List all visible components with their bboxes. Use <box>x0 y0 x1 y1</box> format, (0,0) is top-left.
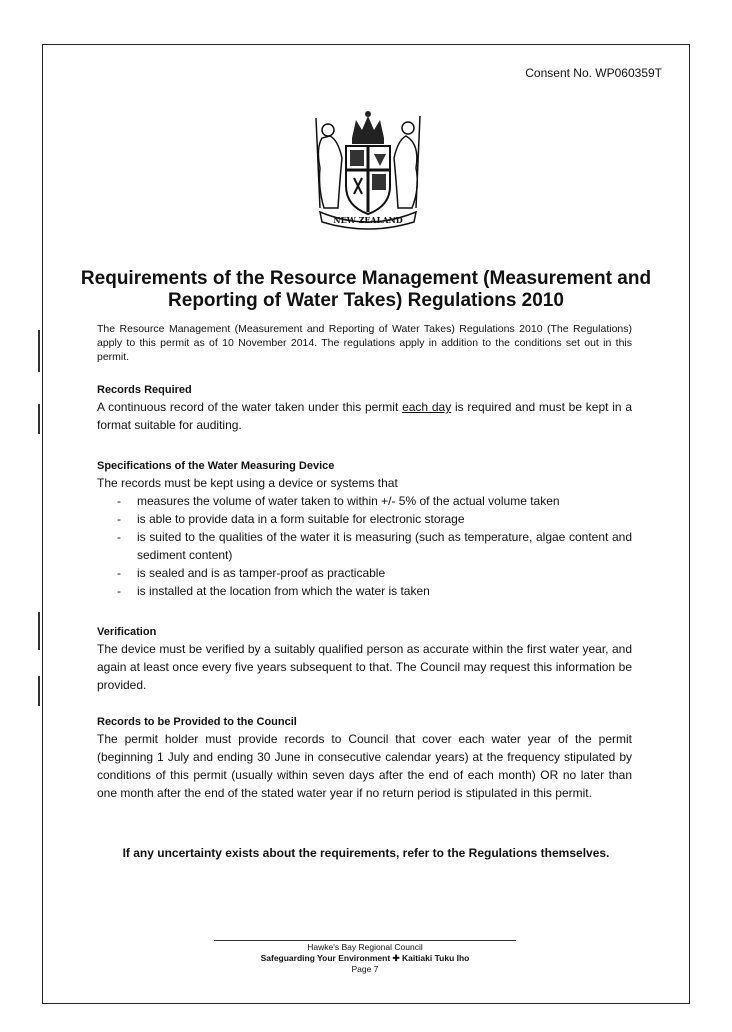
specifications-section <box>97 458 632 600</box>
title-line-2: Reporting of Water Takes) Regulations 2010 <box>168 290 564 311</box>
records-required-heading: Records Required <box>97 384 192 396</box>
closing-note: If any uncertainty exists about the requirements, refer to the Regulations themselves. <box>122 846 610 860</box>
consent-number: Consent No. WP060359T <box>525 66 662 80</box>
list-item: - is able to provide data in a form suitable for electronic storage <box>117 512 465 526</box>
records-provided-text: The permit holder must provide records to Council that cover each water year of the permit (beginning 1 July and ending 30 June in consecutive calendar years) at the frequency stipulated by conditions of this permit (usually within seven days after the end of each month) OR no later than one month after the end of the stated water year if no return period is stipulated in this permit. <box>97 732 632 800</box>
list-item: - is suited to the qualities of the water it is measuring (such as temperature, algae content and sediment content) <box>117 530 632 562</box>
scan-margin-mark <box>38 330 40 372</box>
records-required-text-end: is required and must be kept in a format suitable for auditing. <box>97 400 632 432</box>
scan-margin-mark <box>38 404 40 434</box>
list-item: - is sealed and is as tamper-proof as practicable <box>117 566 386 580</box>
title-line-1: Requirements of the Resource Management (Measurement and <box>80 268 652 289</box>
list-item-text: is suited to the qualities of the water it is measuring (such as temperature, algae content and sediment content) <box>137 530 632 562</box>
list-item-text: measures the volume of water taken to within +/- 5% of the actual volume taken <box>137 494 560 508</box>
scan-margin-mark <box>38 676 40 706</box>
intro-paragraph: The Resource Management (Measurement and Reporting of Water Takes) Regulations 2010 (The Regulations) apply to this permit as of 10 November 2014. The regulations apply in addition to the conditions set out in this permit. <box>97 323 632 363</box>
specifications-list <box>97 492 632 600</box>
verification-heading: Verification <box>97 626 157 638</box>
page-number: Page 7 <box>351 964 379 974</box>
page-footer <box>214 942 516 975</box>
page-title <box>70 268 662 312</box>
list-item-text: is sealed and is as tamper-proof as practicable <box>137 566 386 580</box>
list-item: - is installed at the location from which the water is taken <box>117 584 430 598</box>
records-provided-section <box>97 714 632 802</box>
verification-text: The device must be verified by a suitably qualified person as accurate within the first water year, and again at least once every five years subsequent to that. The Council may request this information be provided. <box>97 642 632 692</box>
crest-motto: NEW ZEALAND <box>333 215 403 225</box>
footer-divider <box>214 940 516 941</box>
each-day-emphasis: each day <box>402 400 452 414</box>
footer-slogan: Safeguarding Your Environment ✚ Kaitiaki Tuku Iho <box>260 953 470 963</box>
list-item: - measures the volume of water taken to within +/- 5% of the actual volume taken <box>117 494 560 508</box>
records-required-text-start: A continuous record of the water taken under this permit <box>97 400 403 414</box>
coat-of-arms-icon <box>302 108 434 232</box>
list-item-text: is able to provide data in a form suitable for electronic storage <box>137 512 465 526</box>
specifications-lead: The records must be kept using a device or systems that <box>97 476 398 490</box>
specifications-heading: Specifications of the Water Measuring Device <box>97 460 335 472</box>
list-item-text: is installed at the location from which the water is taken <box>137 584 430 598</box>
scan-margin-mark <box>38 612 40 650</box>
records-required-section <box>97 382 632 434</box>
verification-section <box>97 624 632 694</box>
footer-org: Hawke's Bay Regional Council <box>307 942 423 952</box>
records-required-text <box>97 398 632 434</box>
records-provided-heading: Records to be Provided to the Council <box>97 716 297 728</box>
